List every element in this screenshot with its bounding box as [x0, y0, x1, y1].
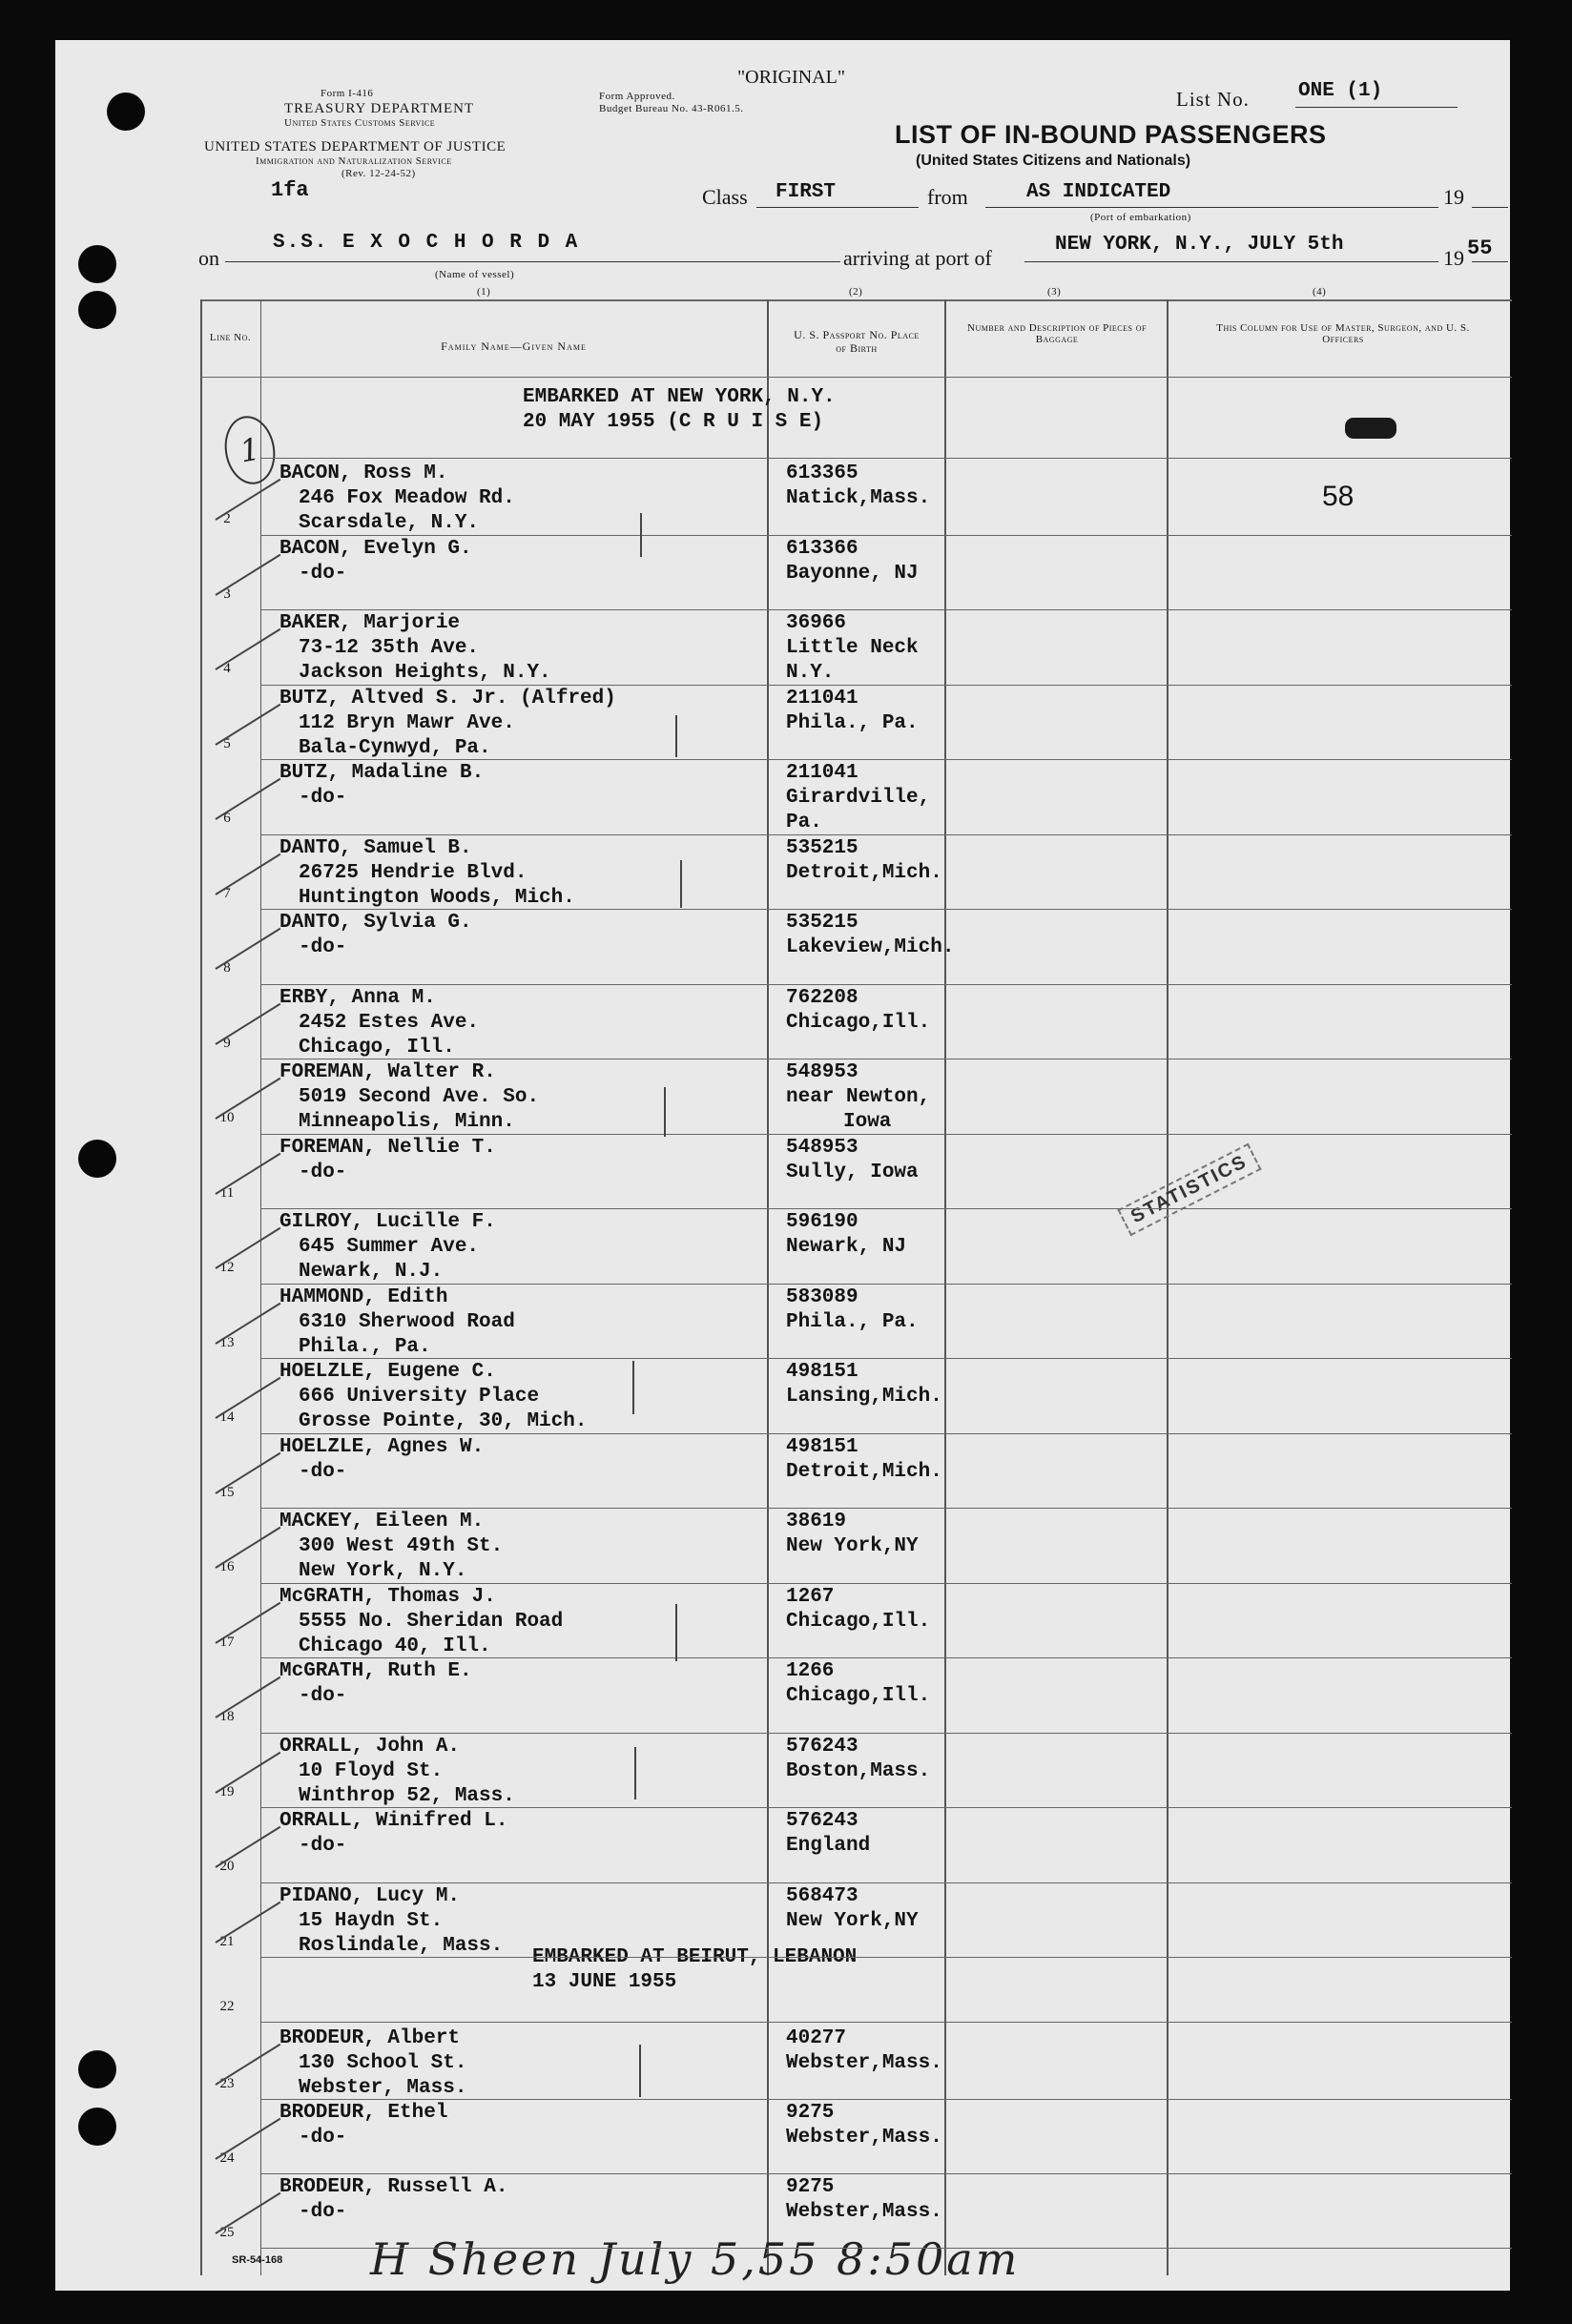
passenger-address: -do-: [299, 1835, 347, 1857]
checkmark: [215, 778, 280, 820]
original-label: "ORIGINAL": [737, 67, 845, 88]
passport-number: 568473: [786, 1884, 858, 1907]
passenger-name: BACON, Ross M.: [279, 463, 448, 484]
col-header-line: Line No.: [209, 332, 252, 343]
checkmark: [215, 1302, 280, 1344]
place-of-birth: Webster,Mass.: [786, 2127, 942, 2149]
place-of-birth: Chicago,Ill.: [786, 1685, 931, 1707]
pencil-tick: [675, 1604, 677, 1661]
line-number-9: 9: [223, 1035, 231, 1051]
header-row-border: [200, 377, 1512, 378]
line-number-25: 25: [219, 2225, 235, 2240]
place-of-birth: Lakeview,Mich.: [786, 936, 955, 958]
section-1-row-border: [260, 458, 1512, 459]
place-of-birth: Girardville,: [786, 787, 931, 809]
class-label: Class: [702, 185, 748, 209]
line-number-16: 16: [219, 1559, 235, 1574]
footer-code: SR-54-168: [232, 2254, 283, 2266]
passenger-address: Chicago, Ill.: [299, 1036, 455, 1059]
passenger-address: 112 Bryn Mawr Ave.: [299, 711, 515, 734]
place-of-birth: Little Neck: [786, 637, 919, 659]
place-of-birth: Detroit,Mich.: [786, 861, 942, 884]
passenger-name: HOELZLE, Eugene C.: [279, 1361, 496, 1383]
file-annotation: 1fa: [271, 178, 309, 202]
passport-column-divider: [944, 299, 946, 2275]
passenger-address: 26725 Hendrie Blvd.: [299, 861, 527, 884]
passenger-address: Newark, N.J.: [299, 1261, 444, 1283]
place-of-birth: Webster,Mass.: [786, 2052, 942, 2074]
row-border: [260, 1433, 1512, 1434]
row-border: [260, 1957, 1512, 1958]
passenger-name: GILROY, Lucille F.: [279, 1211, 496, 1233]
pencil-tick: [640, 513, 642, 557]
row-border: [260, 834, 1512, 835]
passenger-address: 645 Summer Ave.: [299, 1236, 480, 1258]
row-border: [260, 1134, 1512, 1135]
place-of-birth: Phila., Pa.: [786, 1310, 919, 1333]
place-of-birth: Newark, NJ: [786, 1236, 907, 1258]
place-of-birth: New York,NY: [786, 1535, 919, 1557]
baggage-column-divider: [1167, 299, 1169, 2275]
form-number: Form I-416: [321, 88, 374, 99]
checkmark: [215, 1527, 280, 1569]
pencil-tick: [680, 860, 682, 908]
passenger-address: Chicago 40, Ill.: [299, 1635, 491, 1657]
checkmark: [215, 1751, 280, 1793]
passenger-name: McGRATH, Thomas J.: [279, 1585, 496, 1608]
pencil-tick: [632, 1361, 634, 1414]
passenger-address: -do-: [299, 1685, 347, 1707]
vessel-underline: [225, 261, 840, 262]
row-border: [260, 759, 1512, 760]
passport-number: 9275: [786, 2102, 835, 2124]
checkmark: [215, 2118, 280, 2160]
passenger-name: BACON, Evelyn G.: [279, 537, 472, 560]
line-number-8: 8: [223, 960, 231, 976]
line-number-7: 7: [223, 885, 231, 901]
line-number-23: 23: [219, 2076, 235, 2091]
passenger-name: HAMMOND, Edith: [279, 1285, 448, 1308]
passenger-address: New York, N.Y.: [299, 1560, 467, 1582]
line-number-22: 22: [219, 1999, 235, 2014]
place-of-birth: Chicago,Ill.: [786, 1610, 931, 1633]
pencil-tick: [634, 1747, 636, 1800]
pencil-tick: [664, 1087, 666, 1137]
budget-bureau: Budget Bureau No. 43-R061.5.: [599, 103, 744, 114]
row-border: [260, 1733, 1512, 1734]
row-border: [260, 984, 1512, 985]
vessel-name: S.S. E X O C H O R D A: [273, 232, 580, 254]
row-border: [260, 1583, 1512, 1584]
revision-label: (Rev. 12-24-52): [341, 168, 416, 179]
place-of-birth: Webster,Mass.: [786, 2201, 942, 2223]
line-number-19: 19: [219, 1783, 235, 1800]
line-number-6: 6: [223, 811, 231, 826]
section-2-heading: EMBARKED AT BEIRUT, LEBANON: [532, 1946, 858, 1968]
row-border: [260, 2248, 1512, 2249]
name-column-divider: [767, 299, 769, 2275]
checkmark: [215, 1078, 280, 1120]
passenger-address: 10 Floyd St.: [299, 1759, 444, 1782]
line-number-21: 21: [219, 1933, 235, 1949]
passenger-address: Grosse Pointe, 30, Mich.: [299, 1410, 588, 1432]
place-of-birth: New York,NY: [786, 1909, 919, 1932]
checkmark: [215, 2044, 280, 2086]
passenger-address: Phila., Pa.: [299, 1335, 431, 1358]
checkmark: [215, 553, 280, 595]
table-top-border: [200, 299, 1512, 301]
checkmark: [215, 1826, 280, 1868]
checkmark: [215, 479, 280, 521]
passport-number: 211041: [786, 762, 858, 784]
passport-number: 548953: [786, 1136, 858, 1159]
passport-number: 498151: [786, 1361, 858, 1383]
year-prefix-1: 19: [1443, 185, 1464, 209]
passenger-address: -do-: [299, 562, 347, 585]
passport-number: 9275: [786, 2176, 835, 2198]
place-of-birth: Bayonne, NJ: [786, 562, 919, 585]
col-header-baggage: Number and Description of Pieces of Baggage: [967, 322, 1147, 345]
from-underline: [985, 207, 1438, 208]
list-no-underline: [1295, 107, 1458, 108]
document-title: LIST OF IN-BOUND PASSENGERS: [895, 120, 1327, 149]
justice-label: UNITED STATES DEPARTMENT OF JUSTICE: [204, 139, 507, 154]
pencil-tick: [639, 2045, 641, 2097]
passenger-name: PIDANO, Lucy M.: [279, 1884, 461, 1907]
passenger-address: Minneapolis, Minn.: [299, 1111, 515, 1133]
row-border: [260, 1358, 1512, 1359]
class-underline: [756, 207, 919, 208]
line-number-4: 4: [223, 661, 231, 676]
place-of-birth: Pa.: [786, 812, 822, 833]
passenger-name: BUTZ, Madaline B.: [279, 762, 485, 784]
passenger-address: -do-: [299, 1460, 347, 1483]
row-border: [260, 909, 1512, 910]
pencil-tick: [675, 715, 677, 757]
passenger-name: DANTO, Samuel B.: [279, 836, 472, 859]
checkmark: [215, 1227, 280, 1269]
passenger-name: BRODEUR, Albert: [279, 2027, 461, 2049]
line-number-3: 3: [223, 586, 231, 602]
passenger-name: MACKEY, Eileen M.: [279, 1511, 485, 1532]
passport-number: 576243: [786, 1810, 858, 1832]
inspector-signature: H Sheen July 5,55 8:50am: [370, 2233, 1021, 2285]
punch-hole: [78, 245, 116, 283]
row-border: [260, 1284, 1512, 1285]
place-of-birth: Chicago,Ill.: [786, 1011, 931, 1034]
place-of-birth: near Newton,: [786, 1086, 931, 1108]
passport-number: 40277: [786, 2027, 847, 2049]
passenger-name: ORRALL, John A.: [279, 1735, 461, 1758]
col-header-name: Family Name—Given Name: [441, 339, 587, 353]
from-value: AS INDICATED: [1026, 181, 1171, 203]
passport-number: 498151: [786, 1435, 858, 1458]
passport-number: 583089: [786, 1285, 858, 1308]
row-border: [260, 2173, 1512, 2174]
year-prefix-2: 19: [1443, 246, 1464, 270]
document-subtitle: (United States Citizens and Nationals): [916, 153, 1191, 169]
section-2-row-border: [260, 2022, 1512, 2023]
passenger-address: 5019 Second Ave. So.: [299, 1086, 540, 1108]
row-border: [260, 1807, 1512, 1808]
checkmark: [215, 853, 280, 895]
place-of-birth: England: [786, 1835, 871, 1857]
punch-hole: [78, 1140, 116, 1178]
vessel-caption: (Name of vessel): [435, 269, 515, 280]
checkmark: [215, 1152, 280, 1194]
form-approved: Form Approved.: [599, 91, 675, 102]
line-number-5: 5: [223, 735, 231, 751]
punch-hole: [78, 291, 116, 329]
passenger-name: DANTO, Sylvia G.: [279, 912, 472, 934]
punch-hole: [78, 2108, 116, 2146]
passport-number: 613366: [786, 537, 858, 560]
passenger-address: Scarsdale, N.Y.: [299, 512, 480, 534]
line-number-24: 24: [219, 2150, 235, 2166]
passenger-address: 300 West 49th St.: [299, 1535, 504, 1557]
passport-number: 36966: [786, 612, 847, 634]
place-of-birth: Sully, Iowa: [786, 1161, 919, 1183]
place-of-birth: Detroit,Mich.: [786, 1460, 942, 1483]
col-marker-2: (2): [849, 286, 863, 298]
line-number-12: 12: [219, 1260, 235, 1275]
passenger-name: ERBY, Anna M.: [279, 986, 436, 1009]
ink-blot: [1345, 418, 1396, 439]
passenger-name: BRODEUR, Ethel: [279, 2102, 448, 2124]
from-label: from: [927, 185, 968, 209]
table-left-border: [200, 299, 202, 2275]
passenger-name: BUTZ, Altved S. Jr. (Alfred): [279, 687, 616, 710]
line-number-10: 10: [219, 1110, 235, 1125]
checkmark: [215, 928, 280, 970]
circled-line-number: 1: [219, 412, 280, 488]
statistics-stamp: STATISTICS: [1117, 1143, 1261, 1236]
checkmark: [215, 1601, 280, 1643]
passenger-name: FOREMAN, Nellie T.: [279, 1136, 496, 1159]
row-border: [260, 685, 1512, 686]
checkmark: [215, 2192, 280, 2234]
checkmark: [215, 1676, 280, 1718]
class-value: FIRST: [776, 181, 837, 203]
line-number-14: 14: [219, 1409, 235, 1425]
line-number-2: 2: [223, 511, 231, 526]
passenger-address: -do-: [299, 2201, 347, 2223]
customs-label: United States Customs Service: [284, 117, 436, 129]
passport-number: 38619: [786, 1511, 847, 1532]
list-no-value: ONE (1): [1298, 80, 1383, 102]
passenger-address: -do-: [299, 1161, 347, 1183]
line-number-13: 13: [219, 1334, 235, 1350]
punch-hole: [107, 93, 145, 131]
place-of-birth: Iowa: [843, 1111, 892, 1133]
passport-number: 535215: [786, 836, 858, 859]
passport-number: 211041: [786, 687, 858, 710]
passenger-address: 2452 Estes Ave.: [299, 1011, 480, 1034]
passport-number: 762208: [786, 986, 858, 1009]
passport-number: 596190: [786, 1211, 858, 1233]
checkmark: [215, 628, 280, 670]
place-of-birth: N.Y.: [786, 662, 835, 684]
passenger-address: 6310 Sherwood Road: [299, 1310, 515, 1333]
row-border: [260, 609, 1512, 610]
port-embarkation-caption: (Port of embarkation): [1090, 212, 1191, 223]
col-header-officers: This Column for Use of Master, Surgeon, and U. S. Officers: [1216, 322, 1470, 345]
checkmark: [215, 1451, 280, 1493]
place-of-birth: Natick,Mass.: [786, 487, 931, 509]
col-marker-3: (3): [1047, 286, 1062, 298]
passenger-address: 5555 No. Sheridan Road: [299, 1610, 564, 1633]
row-border: [260, 535, 1512, 536]
punch-hole: [78, 2050, 116, 2088]
passenger-address: Winthrop 52, Mass.: [299, 1784, 515, 1807]
place-of-birth: Lansing,Mich.: [786, 1386, 942, 1408]
passenger-address: 15 Haydn St.: [299, 1909, 444, 1932]
passenger-address: -do-: [299, 936, 347, 958]
line-number-15: 15: [219, 1484, 235, 1500]
immigration-label: Immigration and Naturalization Service: [256, 155, 452, 167]
passenger-address: 666 University Place: [299, 1386, 540, 1408]
passenger-address: -do-: [299, 787, 347, 809]
line-number-20: 20: [219, 1859, 235, 1874]
checkmark: [215, 1002, 280, 1044]
passport-number: 535215: [786, 912, 858, 934]
passenger-address: Jackson Heights, N.Y.: [299, 662, 551, 684]
passenger-name: McGRATH, Ruth E.: [279, 1660, 472, 1682]
year-underline-1: [1472, 207, 1508, 208]
section-2-date: 13 JUNE 1955: [532, 1971, 677, 1993]
col-header-passport: U. S. Passport No. Place of Birth: [794, 328, 920, 355]
passenger-name: HOELZLE, Agnes W.: [279, 1435, 485, 1458]
passenger-name: FOREMAN, Walter R.: [279, 1061, 496, 1083]
passport-number: 613365: [786, 463, 858, 484]
place-of-birth: Boston,Mass.: [786, 1759, 931, 1782]
passenger-name: BAKER, Marjorie: [279, 612, 461, 634]
row-border: [260, 1882, 1512, 1883]
section-1-date: 20 MAY 1955 (C R U I S E): [523, 411, 824, 433]
checkmark: [215, 1377, 280, 1419]
passenger-address: -do-: [299, 2127, 347, 2149]
line-number-11: 11: [219, 1184, 235, 1201]
passenger-address: 73-12 35th Ave.: [299, 637, 480, 659]
on-label: on: [198, 246, 219, 270]
checkmark: [215, 1901, 280, 1943]
col-marker-1: (1): [477, 286, 491, 298]
col-marker-4: (4): [1313, 286, 1327, 298]
passport-number: 1267: [786, 1585, 835, 1608]
list-no-label: List No.: [1176, 88, 1250, 111]
row-border: [260, 1508, 1512, 1509]
passenger-address: Bala-Cynwyd, Pa.: [299, 736, 491, 759]
passport-number: 548953: [786, 1061, 858, 1083]
passenger-address: 130 School St.: [299, 2052, 467, 2074]
passenger-name: BRODEUR, Russell A.: [279, 2176, 508, 2198]
treasury-label: TREASURY DEPARTMENT: [284, 101, 475, 116]
passenger-address: Roslindale, Mass.: [299, 1934, 504, 1957]
passenger-address: Webster, Mass.: [299, 2077, 467, 2099]
row-border: [260, 1657, 1512, 1658]
passenger-name: ORRALL, Winifred L.: [279, 1810, 508, 1832]
row-border: [260, 2099, 1512, 2100]
arrival-underline: [1024, 261, 1438, 262]
passport-number: 1266: [786, 1660, 835, 1682]
row-border: [260, 1208, 1512, 1209]
line-column-divider: [260, 299, 261, 2275]
line-number-17: 17: [219, 1634, 235, 1650]
passenger-address: Huntington Woods, Mich.: [299, 886, 575, 909]
officer-note: 58: [1322, 481, 1355, 512]
section-1-heading: EMBARKED AT NEW YORK, N.Y.: [523, 386, 836, 408]
year-value: 55: [1467, 237, 1493, 260]
passenger-address: 246 Fox Meadow Rd.: [299, 487, 515, 509]
year-underline-2: [1472, 261, 1508, 262]
place-of-birth: Phila., Pa.: [786, 711, 919, 734]
document-page: [55, 40, 1510, 2291]
line-number-18: 18: [219, 1709, 235, 1724]
arriving-label: arriving at port of: [843, 246, 992, 270]
checkmark: [215, 703, 280, 745]
passport-number: 576243: [786, 1735, 858, 1758]
arrival-port-date: NEW YORK, N.Y., JULY 5th: [1055, 234, 1344, 256]
